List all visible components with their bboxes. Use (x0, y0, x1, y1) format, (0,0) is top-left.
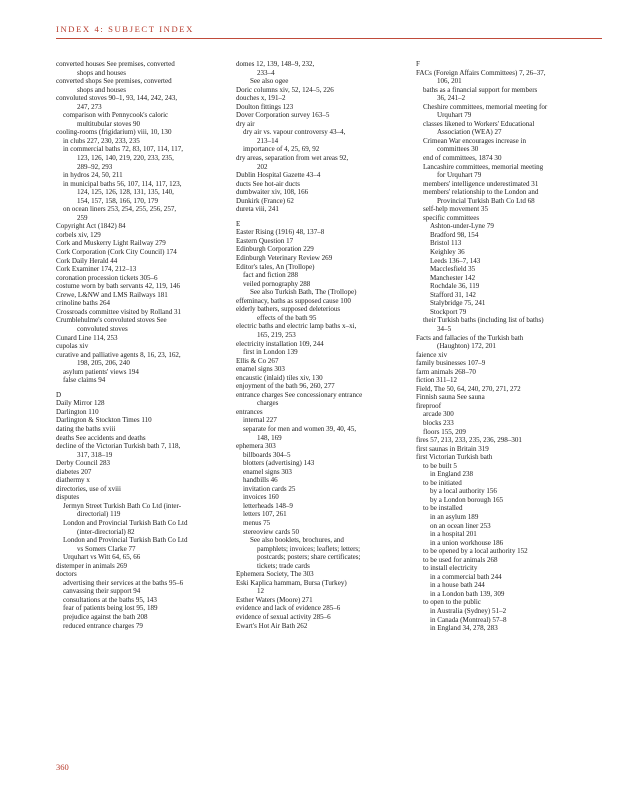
index-entry: 123, 126, 140, 219, 220, 233, 235, (77, 154, 174, 163)
index-entry: Ewart's Hot Air Bath 262 (236, 621, 308, 630)
index-entry: Darlington 110 (56, 407, 99, 416)
index-entry: Manchester 142 (430, 273, 476, 282)
index-entry: 213–14 (257, 136, 279, 145)
index-entry: distemper in animals 269 (56, 561, 128, 570)
index-entry: diathermy x (56, 476, 90, 485)
index-entry: Ephemera Society, The 303 (236, 570, 314, 579)
index-entry: farm animals 268–70 (416, 367, 476, 376)
index-entry: in a union workhouse 186 (430, 538, 504, 547)
index-entry: 247, 273 (77, 102, 102, 111)
index-entry: Urquhart vs Witt 64, 65, 66 (63, 553, 141, 562)
index-entry: Cunard Line 114, 253 (56, 333, 118, 342)
index-entry: invitation cards 25 (243, 484, 296, 493)
index-column-2 (236, 60, 406, 630)
index-entry: fear of patients being lost 95, 189 (63, 604, 158, 613)
index-entry: prejudice against the bath 208 (63, 613, 148, 621)
index-entry: Esther Waters (Moore) 271 (236, 595, 313, 604)
index-entry: Bradford 98, 154 (430, 230, 479, 239)
index-entry: enamel signs 303 (236, 365, 285, 374)
index-entry: E (236, 219, 241, 228)
index-entry: reduced entrance charges 79 (63, 621, 143, 630)
index-entry: dureta viii, 241 (236, 205, 279, 214)
index-entry: See also ogee (250, 77, 289, 86)
index-entry: Crewe, L&NW and LMS Railways 181 (56, 290, 168, 299)
index-entry: Finnish sauna See sauna (416, 393, 485, 402)
index-entry: 317, 318–19 (77, 450, 113, 459)
index-entry: cooling-rooms (frigidarium) viii, 10, 130 (56, 128, 172, 137)
index-entry: douches x, 191–2 (236, 94, 286, 103)
index-entry: convoluted stoves (77, 324, 128, 333)
index-entry: handbills 46 (243, 476, 278, 485)
index-entry: converted shops See premises, converted (56, 77, 172, 86)
index-entry: Jermyn Street Turkish Bath Co Ltd (inter- (63, 501, 182, 510)
index-entry: Facts and fallacies of the Turkish bath (416, 333, 524, 342)
index-entry: entrance charges See concessionary entrance (236, 390, 363, 399)
index-entry: specific committees (423, 213, 480, 222)
index-entry: elderly bathers, supposed deleterious (236, 305, 341, 314)
index-entry: to be installed (423, 504, 463, 513)
index-entry: by a London borough 165 (430, 495, 504, 504)
index-entry: dry air vs. vapour controversy 43–4, (243, 128, 346, 137)
index-entry: pamphlets; invoices; leaflets; letters; (257, 544, 361, 553)
index-entry: Ashton-under-Lyne 79 (430, 222, 494, 231)
index-entry: London and Provincial Turkish Bath Co Ltd (63, 536, 188, 545)
index-entry: consultations at the baths 95, 143 (63, 595, 157, 604)
index-entry: F (416, 60, 420, 68)
index-entry: Daily Mirror 128 (56, 399, 105, 408)
index-entry: arcade 300 (423, 410, 454, 419)
index-entry: menus 75 (243, 518, 271, 527)
index-entry: enjoyment of the bath 96, 260, 277 (236, 382, 335, 391)
index-entry: on an ocean liner 253 (430, 521, 491, 530)
index-entry: blocks 233 (423, 418, 454, 427)
index-entry: shops and houses (77, 85, 126, 94)
index-entry: canvassing their support 94 (63, 587, 141, 596)
index-entry: dry air (236, 119, 255, 128)
index-entry: their Turkish baths (including list of baths) (423, 316, 544, 325)
index-entry: evidence and lack of evidence 285–6 (236, 604, 341, 613)
index-entry: Cork and Muskerry Light Railway 279 (56, 239, 166, 248)
index-entry: committees 30 (437, 145, 479, 154)
index-entry: for Urquhart 79 (437, 171, 482, 180)
index-entry: 198, 205, 206, 240 (77, 359, 130, 368)
index-entry: in municipal baths 56, 107, 114, 117, 123, (63, 179, 182, 188)
index-entry: on ocean liners 253, 254, 255, 256, 257, (63, 205, 177, 214)
index-entry: Association (WEA) 27 (437, 128, 502, 137)
index-entry: convoluted stoves 90–1, 93, 144, 242, 243, (56, 94, 178, 103)
index-entry: first in London 139 (243, 348, 298, 357)
index-entry: disputes (56, 493, 80, 502)
index-entry: floors 155, 209 (423, 427, 466, 436)
index-entry: decline of the Victorian Turkish bath 7, 118, (56, 442, 181, 451)
index-entry: invoices 160 (243, 493, 279, 502)
index-entry: letters 107, 261 (243, 510, 287, 519)
index-entry: Crimean War encourages increase in (423, 136, 527, 145)
index-entry: fact and fiction 288 (243, 271, 298, 280)
index-entry: members' intelligence underestimated 31 (423, 179, 539, 188)
index-entry: fires 57, 213, 233, 235, 236, 298–301 (416, 436, 522, 445)
index-entry: 36, 241–2 (437, 94, 466, 103)
index-entry: Doulton fittings 123 (236, 102, 294, 111)
index-entry: crinoline baths 264 (56, 299, 111, 308)
index-entry: first saunas in Britain 319 (416, 444, 489, 453)
index-entry: 34–5 (437, 324, 452, 333)
index-entry: in commercial baths 72, 83, 107, 114, 117, (63, 145, 184, 154)
index-entry: enamel signs 303 (243, 467, 292, 476)
index-entry: in a hospital 201 (430, 530, 477, 539)
index-entry: 148, 169 (257, 433, 282, 442)
index-entry: directories, use of xviii (56, 484, 121, 493)
index-entry: Edinburgh Corporation 229 (236, 245, 314, 254)
index-entry: self-help movement 35 (423, 205, 488, 214)
index-entry: to be built 5 (423, 461, 457, 470)
index-entry: See also Turkish Bath, The (Trollope) (250, 288, 357, 297)
index-entry: Macclesfield 35 (430, 265, 476, 274)
index-entry: (inter-directorial) 82 (77, 527, 135, 536)
header-rule (56, 38, 602, 39)
index-entry: Urquhart 79 (437, 111, 472, 120)
index-entry: 259 (77, 213, 88, 222)
index-column-1 (56, 60, 226, 630)
index-entry: ducts See hot-air ducts (236, 179, 300, 188)
index-entry: in Canada (Montreal) 57–8 (430, 615, 507, 624)
index-entry: Crossroads committee visited by Rolland 31 (56, 307, 182, 316)
index-entry: evidence of sexual activity 285–6 (236, 613, 331, 621)
index-entry: 12 (257, 587, 265, 596)
index-entry: to be opened by a local authority 152 (423, 547, 528, 556)
running-header: INDEX 4: SUBJECT INDEX (56, 24, 194, 34)
index-entry: advertising their services at the baths 95–6 (63, 578, 184, 587)
index-entry: Copyright Act (1842) 84 (56, 222, 126, 231)
index-entry: Eski Kaplica hammam, Bursa (Turkey) (236, 578, 347, 587)
index-entry: 124, 125, 126, 128, 131, 135, 140, (77, 188, 174, 197)
index-entry: 154, 157, 158, 166, 170, 179 (77, 196, 159, 205)
index-entry: Field, The 50, 64, 240, 270, 271, 272 (416, 384, 521, 393)
page-number: 360 (56, 762, 69, 772)
index-entry: charges (257, 399, 279, 408)
index-entry: effeminacy, baths as supposed cause 100 (236, 296, 351, 305)
index-entry: in a commercial bath 244 (430, 572, 502, 581)
index-entry: Dover Corporation survey 163–5 (236, 111, 330, 120)
index-entry: Darlington & Stockton Times 110 (56, 416, 152, 425)
index-entry: cupolas xiv (56, 342, 89, 351)
index-entry: classes likened to Workers' Educational (423, 119, 535, 128)
index-entry: billboards 304–5 (243, 450, 291, 459)
index-entry: 233–4 (257, 68, 275, 77)
index-entry: Crumblehulme's convoluted stoves See (56, 316, 167, 325)
index-entry: in an asylum 189 (430, 512, 479, 521)
index-entry: Rochdale 36, 119 (430, 282, 480, 291)
index-entry: encaustic (inlaid) tiles xiv, 130 (236, 373, 323, 382)
index-entry: first Victorian Turkish bath (416, 453, 493, 462)
index-entry: dry areas, separation from wet areas 92, (236, 154, 349, 163)
index-entry: See also booklets, brochures, and (250, 536, 344, 545)
index-entry: comparison with Pennycook's caloric (63, 111, 169, 120)
index-entry: in Australia (Sydney) 51–2 (430, 607, 507, 615)
index-entry: in England 34, 278, 283 (430, 624, 498, 633)
index-entry: in clubs 227, 230, 233, 235 (63, 136, 140, 145)
index-entry: doctors (56, 570, 77, 579)
index-entry: effects of the bath 95 (257, 313, 317, 322)
index-entry: Ellis & Co 267 (236, 356, 279, 365)
index-entry: Cork Daily Herald 44 (56, 256, 118, 265)
index-entry: (Haughton) 172, 201 (437, 342, 496, 351)
index-entry: London and Provincial Turkish Bath Co Ltd (63, 518, 188, 527)
index-entry: stereoview cards 50 (243, 527, 299, 536)
index-entry: Stockport 79 (430, 307, 467, 316)
index-entry: Cork Examiner 174, 212–13 (56, 265, 137, 274)
index-entry: Leeds 136–7, 143 (430, 256, 481, 265)
index-column-3 (416, 60, 602, 633)
index-entry: in a house bath 244 (430, 581, 485, 590)
index-entry: end of committees, 1874 30 (423, 154, 502, 163)
index-entry: vs Somers Clarke 77 (77, 544, 136, 553)
index-entry: diabetes 207 (56, 467, 92, 476)
index-entry: entrances (236, 407, 263, 416)
index-entry: corbels xiv, 129 (56, 230, 101, 239)
index-entry: tickets; trade cards (257, 561, 310, 570)
index-entry: veiled pornography 288 (243, 279, 311, 288)
index-entry: electricity installation 109, 244 (236, 339, 324, 348)
index-entry: Editor's tales, An (Trollope) (236, 262, 315, 271)
index-entry: faience xiv (416, 350, 448, 359)
index-entry: family businesses 107–9 (416, 359, 486, 368)
index-entry: deaths See accidents and deaths (56, 433, 146, 442)
index-entry: separate for men and women 39, 40, 45, (243, 424, 357, 433)
index-entry: blotters (advertising) 143 (243, 459, 315, 468)
index-entry: multitubular stoves 90 (77, 119, 141, 128)
index-entry: Eastern Question 17 (236, 236, 294, 245)
index-entry: electric baths and electric lamp baths x–xi, (236, 322, 357, 331)
index-entry: by a local authority 156 (430, 487, 497, 496)
index-entry: in hydros 24, 50, 211 (63, 171, 123, 180)
index-entry: Cheshire committees, memorial meeting for (423, 102, 548, 111)
index-entry: 106, 201 (437, 77, 462, 86)
index-entry: in a London bath 139, 309 (430, 589, 505, 598)
index-entry: Provincial Turkish Bath Co Ltd 68 (437, 196, 535, 205)
index-entry: Cork Corporation (Cork City Council) 174 (56, 248, 177, 257)
index-entry: dumbwaiter xiv, 108, 166 (236, 188, 309, 197)
index-entry: 289–92, 293 (77, 162, 113, 171)
index-entry: Bristol 113 (430, 239, 462, 248)
index-entry: members' relationship to the London and (423, 188, 539, 197)
index-entry: 202 (257, 162, 268, 171)
index-entry: Doric columns xiv, 52, 124–5, 226 (236, 85, 334, 94)
index-entry: Lancashire committees, memorial meeting (423, 162, 544, 171)
index-entry: directorial) 119 (77, 510, 121, 519)
index-entry: importance of 4, 25, 69, 92 (243, 145, 320, 154)
index-entry: 165, 219, 253 (257, 330, 296, 339)
index-entry: letterheads 148–9 (243, 501, 293, 510)
index-entry: asylum patients' views 194 (63, 367, 139, 376)
index-entry: false claims 94 (63, 376, 106, 385)
index-entry: internal 227 (243, 416, 277, 425)
index-entry: in England 238 (430, 470, 474, 479)
index-entry: Keighley 36 (430, 248, 465, 257)
index-entry: fireproof (416, 401, 442, 410)
index-entry: to open to the public (423, 598, 481, 607)
index-entry: domes 12, 139, 148–9, 232, (236, 60, 315, 68)
index-entry: curative and palliative agents 8, 16, 23, 162, (56, 350, 181, 359)
index-entry: Stalybridge 75, 241 (430, 299, 486, 308)
index-entry: baths as a financial support for members (423, 85, 538, 94)
index-entry: Easter Rising (1916) 48, 137–8 (236, 228, 325, 237)
index-entry: to be initiated (423, 478, 462, 487)
index-entry: to be used for animals 268 (423, 555, 498, 564)
index-entry: FACs (Foreign Affairs Committees) 7, 26–37, (416, 68, 546, 77)
index-entry: fiction 311–12 (416, 376, 458, 385)
index-entry: Dunkirk (France) 62 (236, 196, 294, 205)
index-entry: ephemera 303 (236, 442, 276, 451)
index-entry: Edinburgh Veterinary Review 269 (236, 254, 333, 263)
index-entry: Stafford 31, 142 (430, 290, 476, 299)
index-entry: Dublin Hospital Gazette 43–4 (236, 171, 321, 180)
index-entry: to install electricity (423, 564, 478, 573)
index-entry: D (56, 390, 62, 399)
index-entry: coronation procession tickets 305–6 (56, 273, 158, 282)
index-entry: Derby Council 283 (56, 459, 111, 468)
index-entry: converted houses See premises, converted (56, 60, 175, 68)
index-entry: dating the baths xviii (56, 424, 116, 433)
index-entry: costume worn by bath servants 42, 119, 146 (56, 282, 181, 291)
index-entry: postcards; posters; share certificates; (257, 553, 361, 562)
index-entry: shops and houses (77, 68, 126, 77)
